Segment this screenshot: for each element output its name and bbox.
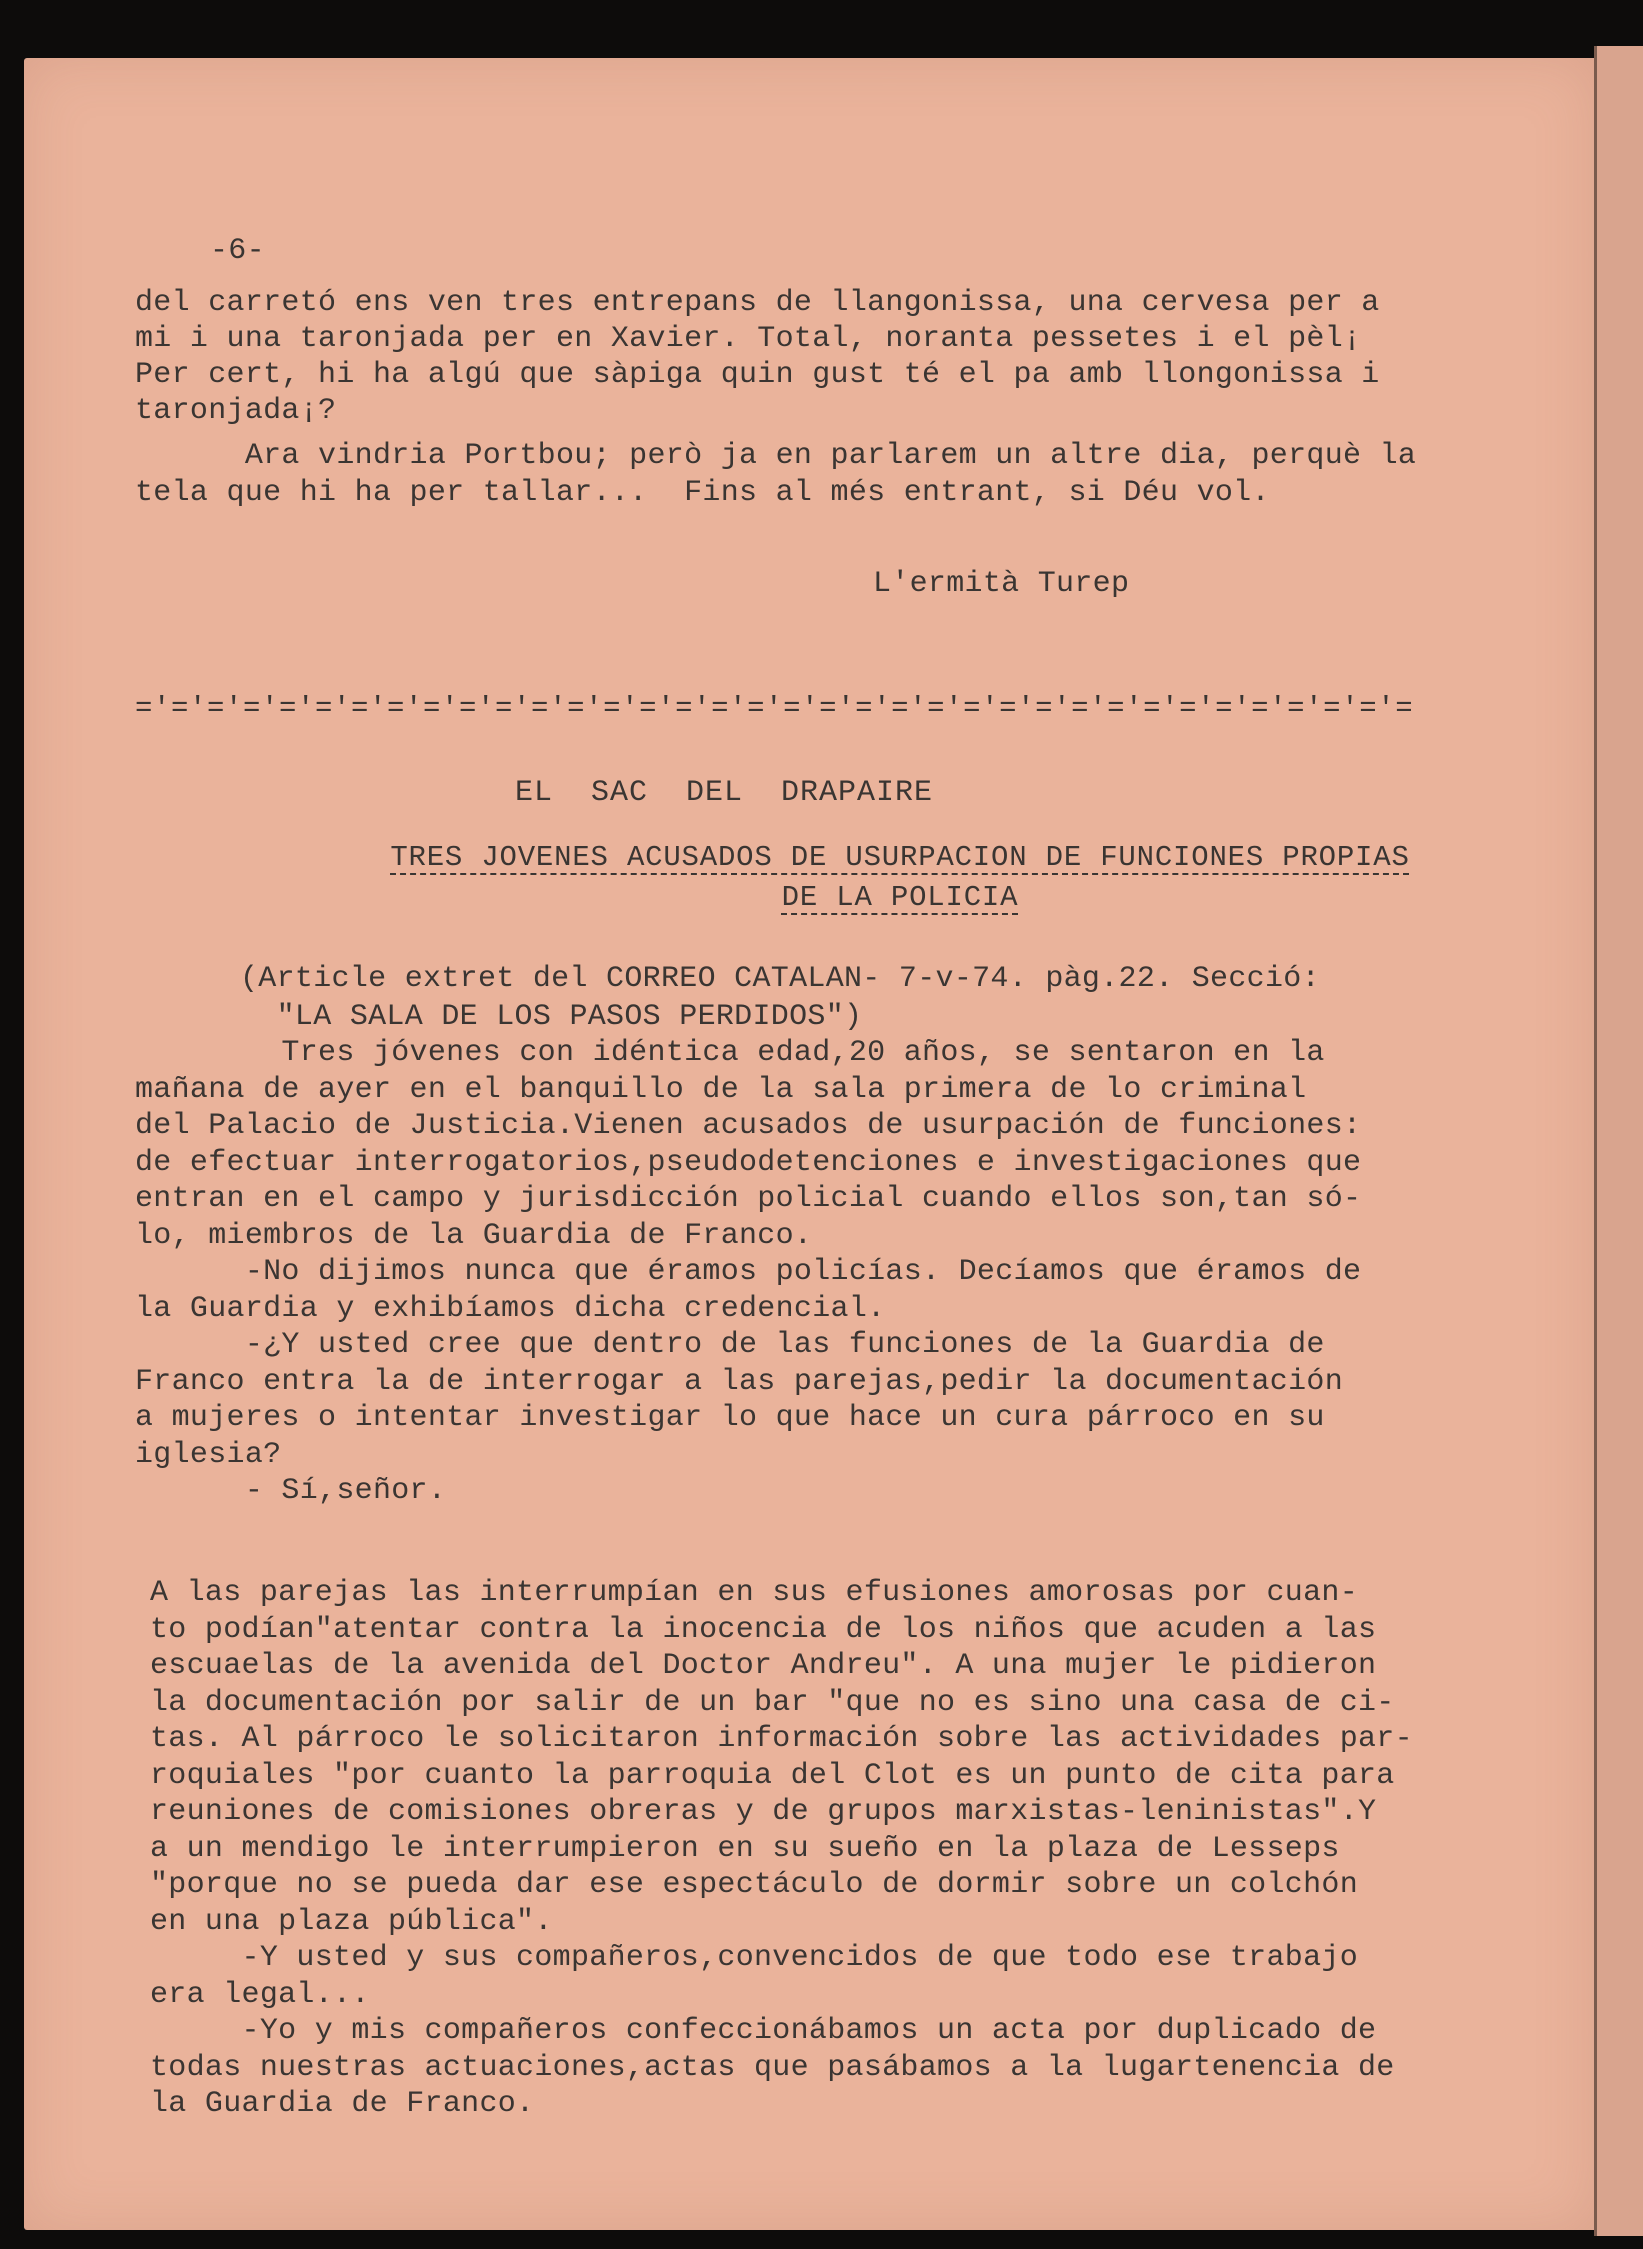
article-headline: [300, 838, 1500, 918]
headline-line-2: DE LA POLICIA: [781, 881, 1019, 914]
paragraph-carreto: del carretó ens ven tres entrepans de llangonissa, una cervesa per a mi i una taronjada per en Xavier. Total, noranta pessetes i el pèl¡ Per cert, hi ha algú que sàpiga quin gust té el pa amb llongonissa i taronjada¡?: [135, 286, 1380, 428]
author-signature: L'ermità Turep: [873, 567, 1130, 601]
headline-line-1: TRES JOVENES ACUSADOS DE USURPACION DE FUNCIONES PROPIAS: [390, 841, 1410, 874]
page-number: -6-: [210, 234, 265, 268]
section-divider: ='='='='='='='='='='='='='='='='='='='='='='='='='='='='='='='='='='='=: [135, 692, 1414, 725]
article-body-part-1: Tres jóvenes con idéntica edad,20 años, se sentaron en la mañana de ayer en el banquillo de la sala primera de lo criminal del Palacio de Justicia.Vienen acusados de usurpación de funciones: de efectuar interrogatorios,pseudodetenciones e investigaciones que entran en el campo y jurisdicción policial cuando ellos son,tan só- lo, miembros de la Guardia de Franco. -No dijimos nunca que éramos policías. Decíamos que éramos de la Guardia y exhibíamos dicha credencial. -¿Y usted cree que dentro de las funciones de la Guardia de Franco entra la de interrogar a las parejas,pedir la documentación a mujeres o intentar investigar lo que hace un cura párroco en su iglesia? - Sí,señor.: [135, 1036, 1362, 1508]
article-body-part-2: A las parejas las interrumpían en sus efusiones amorosas por cuan- to podían"atentar contra la inocencia de los niños que acuden a las escuaelas de la avenida del Doctor Andreu". A una mujer le pidieron la documentación por salir de un bar "que no es sino una casa de ci- tas. Al párroco le solicitaron información sobre las actividades par- roquiales "por cuanto la parroquia del Clot es un punto de cita para reuniones de comisiones obreras y de grupos marxistas-leninistas".Y a un mendigo le interrumpieron en su sueño en la plaza de Lesseps "porque no se pueda dar ese espectáculo de dormir sobre un colchón en una plaza pública". -Y usted y sus compañeros,convencidos de que todo ese trabajo era legal... -Yo y mis compañeros confeccionábamos un acta por duplicado de todas nuestras actuaciones,actas que pasábamos a la lugartenencia de la Guardia de Franco.: [150, 1576, 1413, 2121]
paragraph-portbou: Ara vindria Portbou; però ja en parlarem un altre dia, perquè la tela que hi ha per tallar... Fins al més entrant, si Déu vol.: [135, 439, 1417, 510]
adjacent-page-edge: [1594, 46, 1643, 2236]
section-title: EL SAC DEL DRAPAIRE: [515, 776, 934, 810]
article-source: (Article extret del CORREO CATALAN- 7-v-74. pàg.22. Secció: "LA SALA DE LOS PASOS PERDIDOS"): [240, 962, 1320, 1034]
